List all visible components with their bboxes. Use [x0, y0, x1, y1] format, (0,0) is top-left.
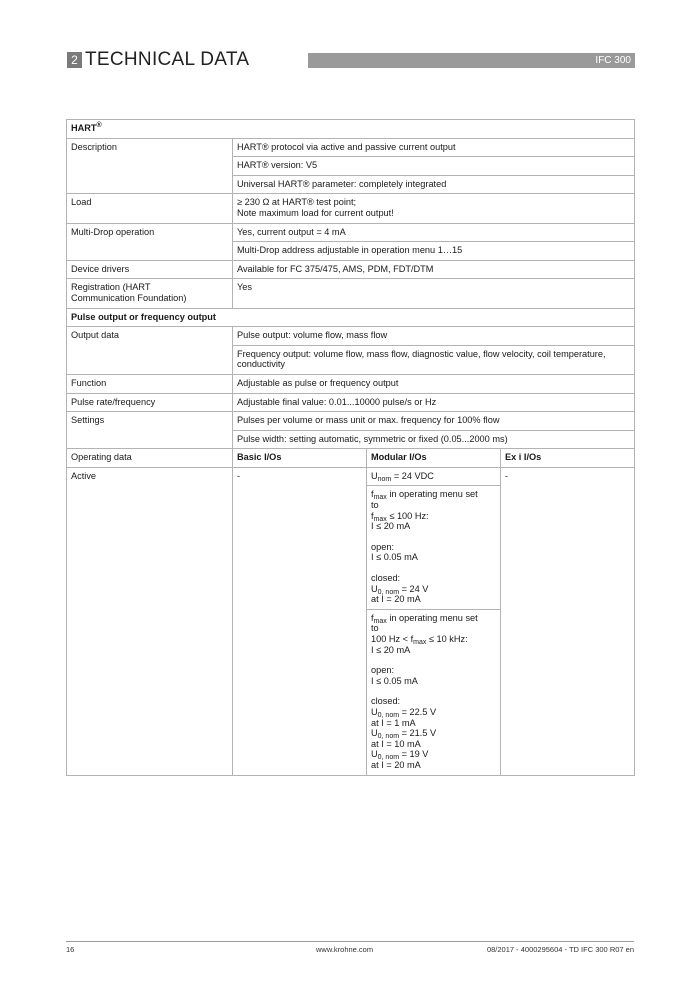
text-line — [371, 613, 496, 624]
spacer — [371, 532, 496, 542]
row-value: Pulses per volume or mass unit or max. frequency for 100% flow — [233, 412, 635, 431]
text-line: to — [371, 623, 379, 634]
symbol-f: f — [371, 489, 374, 500]
value-text: = 22.5 V — [399, 706, 437, 717]
column-header-exi: Ex i I/Os — [501, 449, 635, 468]
text-line — [371, 489, 496, 500]
subscript: max — [373, 515, 387, 523]
value-text: ≤ 100 Hz: — [386, 510, 429, 521]
subscript: nom — [377, 475, 392, 483]
row-value: Yes — [233, 279, 635, 308]
row-label: Multi-Drop operation — [67, 223, 233, 260]
table-row — [67, 327, 635, 346]
text-line — [371, 511, 496, 522]
operating-data-header-row — [67, 449, 635, 468]
exi-value: - — [501, 467, 635, 775]
row-label: Active — [67, 467, 233, 775]
subscript: 0, nom — [377, 754, 400, 762]
row-value — [233, 194, 635, 223]
value-text: in operating menu set — [386, 489, 478, 500]
text-line: closed: — [371, 573, 401, 584]
text-line — [371, 749, 496, 760]
page-header — [67, 50, 635, 70]
row-label: Output data — [67, 327, 233, 375]
spacer — [371, 655, 496, 665]
value-text: = 19 V — [399, 749, 429, 760]
modular-unom — [367, 467, 501, 486]
row-label: Settings — [67, 412, 233, 449]
symbol-u: U — [371, 749, 378, 760]
row-value: Available for FC 375/475, AMS, PDM, FDT/DTM — [233, 260, 635, 279]
subscript: 0, nom — [377, 733, 400, 741]
value-text: = 21.5 V — [399, 728, 437, 739]
symbol-u: U — [371, 706, 378, 717]
row-label: Operating data — [67, 449, 233, 468]
subscript: max — [373, 617, 387, 625]
text-line — [371, 728, 496, 739]
page-footer — [66, 941, 634, 954]
text-line: to — [371, 500, 379, 511]
page-number: 16 — [66, 945, 75, 954]
table-row — [67, 223, 635, 242]
symbol-f: f — [371, 612, 374, 623]
column-header-basic: Basic I/Os — [233, 449, 367, 468]
product-name: IFC 300 — [595, 55, 631, 66]
table-row — [67, 374, 635, 393]
subscript: 0, nom — [377, 588, 400, 596]
text-line: at I = 20 mA — [371, 759, 421, 770]
section-title-hart: HART — [71, 123, 97, 133]
spacer — [371, 686, 496, 696]
row-value: Multi-Drop address adjustable in operation menu 1…15 — [233, 242, 635, 261]
symbol-f: f — [371, 510, 374, 521]
text-line — [371, 584, 496, 595]
row-label: Pulse rate/frequency — [67, 393, 233, 412]
value-text: in operating menu set — [386, 612, 478, 623]
row-value: HART® version: V5 — [233, 157, 635, 176]
table-row — [67, 260, 635, 279]
modular-block-high-freq — [367, 609, 501, 775]
row-value: Adjustable final value: 0.01...10000 pulse/s or Hz — [233, 393, 635, 412]
table-row — [67, 467, 635, 486]
table-row — [67, 279, 635, 308]
symbol-u: U — [371, 470, 378, 481]
row-label: Load — [67, 194, 233, 223]
technical-data-table — [66, 119, 635, 776]
load-line-2: Note maximum load for current output! — [237, 207, 394, 218]
text-line: at I = 10 mA — [371, 738, 421, 749]
row-value: Adjustable as pulse or frequency output — [233, 374, 635, 393]
table-row — [67, 412, 635, 431]
header-bar — [308, 53, 635, 68]
row-value: Frequency output: volume flow, mass flow, diagnostic value, flow velocity, coil temperature, conductivity — [233, 345, 635, 374]
table-row — [67, 393, 635, 412]
section-header-pulse — [67, 308, 635, 327]
column-header-modular: Modular I/Os — [367, 449, 501, 468]
symbol-u: U — [371, 583, 378, 594]
subscript: max — [373, 494, 387, 502]
registered-mark: ® — [96, 122, 102, 129]
text-line: open: — [371, 665, 394, 676]
value-text: 100 Hz < f — [371, 634, 414, 644]
chapter-title: TECHNICAL DATA — [85, 49, 250, 70]
row-label: Device drivers — [67, 260, 233, 279]
value-text: = 24 VDC — [391, 470, 434, 481]
table-row — [67, 138, 635, 157]
row-value: Yes, current output = 4 mA — [233, 223, 635, 242]
row-value: Pulse output: volume flow, mass flow — [233, 327, 635, 346]
text-line: closed: — [371, 696, 401, 707]
chapter-number-badge: 2 — [67, 52, 82, 68]
row-label — [67, 279, 233, 308]
text-line — [371, 634, 496, 645]
symbol-u: U — [371, 728, 378, 739]
text-line: I ≤ 0.05 mA — [371, 552, 418, 563]
text-line: I ≤ 20 mA — [371, 521, 411, 532]
text-line: I ≤ 0.05 mA — [371, 675, 418, 686]
table-row — [67, 194, 635, 223]
text-line: at I = 20 mA — [371, 594, 421, 605]
spacer — [371, 563, 496, 573]
value-text: ≤ 10 kHz: — [426, 634, 468, 644]
section-title-pulse: Pulse output or frequency output — [67, 308, 635, 327]
footer-document-id: 08/2017 - 4000295604 - TD IFC 300 R07 en — [486, 945, 634, 954]
load-line-1: ≥ 230 Ω at HART® test point; — [237, 197, 357, 208]
row-value: HART® protocol via active and passive current output — [233, 138, 635, 157]
text-line: open: — [371, 541, 394, 552]
text-line — [371, 707, 496, 718]
footer-url: www.krohne.com — [316, 945, 374, 954]
subscript: 0, nom — [377, 711, 400, 719]
text-line: at I = 1 mA — [371, 717, 416, 728]
row-label: Function — [67, 374, 233, 393]
row-label: Description — [67, 138, 233, 194]
modular-block-low-freq — [367, 486, 501, 609]
section-header-hart — [67, 120, 635, 139]
registration-label-line-2: Communication Foundation) — [71, 292, 187, 303]
text-line: I ≤ 20 mA — [371, 644, 411, 655]
value-text: = 24 V — [399, 583, 429, 594]
subscript: max — [413, 639, 427, 646]
row-value: Universal HART® parameter: completely integrated — [233, 175, 635, 194]
row-value: Pulse width: setting automatic, symmetric or fixed (0.05...2000 ms) — [233, 430, 635, 449]
basic-value: - — [233, 467, 367, 775]
registration-label-line-1: Registration (HART — [71, 282, 151, 293]
